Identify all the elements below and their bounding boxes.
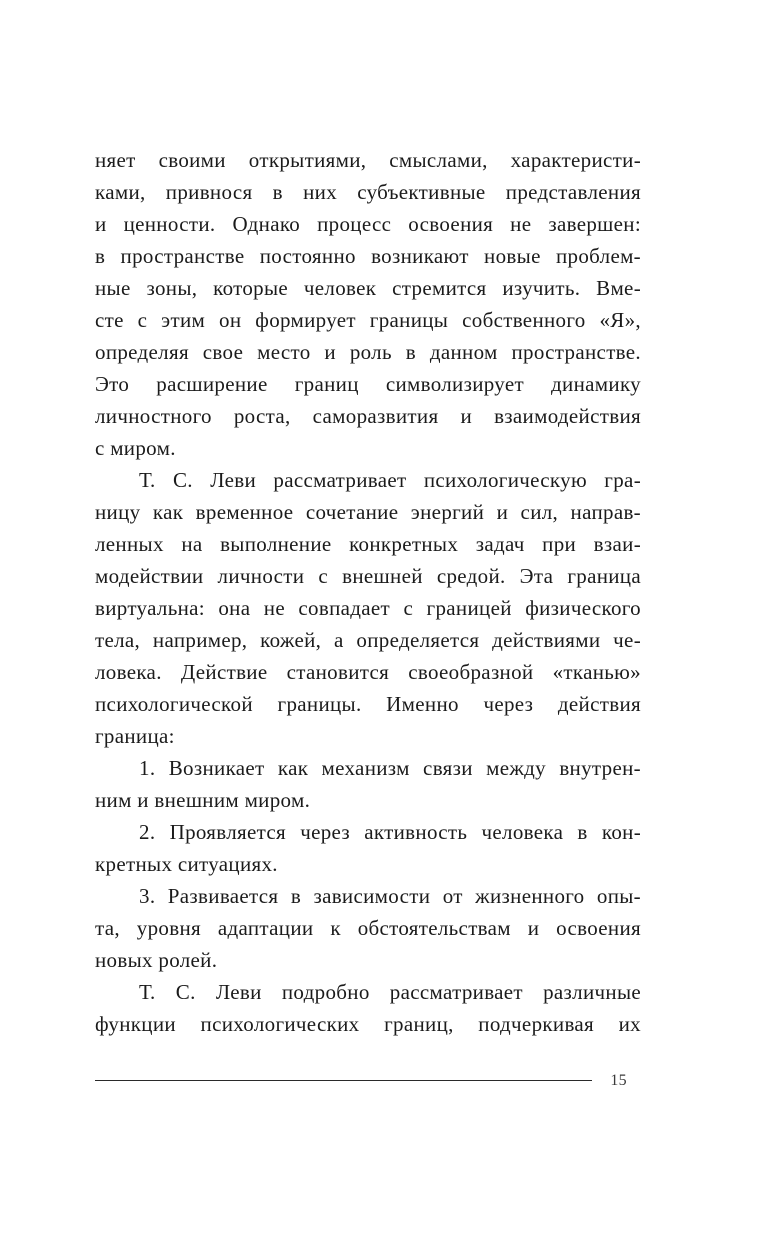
footer-rule bbox=[95, 1080, 592, 1081]
text-line: 3. Развивается в зависимости от жизненного опы- bbox=[139, 884, 641, 908]
text-line: личностного роста, саморазвития и взаимодействия bbox=[95, 404, 641, 428]
text-line: кретных ситуациях. bbox=[95, 852, 278, 876]
text-line: Т. С. Леви рассматривает психологическую гра- bbox=[139, 468, 641, 492]
text-line: Это расширение границ символизирует динамику bbox=[95, 372, 641, 396]
text-line: определяя свое место и роль в данном пространстве. bbox=[95, 340, 641, 364]
text-line: функции психологических границ, подчеркивая их bbox=[95, 1012, 641, 1036]
text-line: новых ролей. bbox=[95, 948, 218, 972]
text-line: няет своими открытиями, смыслами, характеристи- bbox=[95, 148, 641, 172]
page-footer bbox=[95, 1069, 641, 1093]
text-line: ним и внешним миром. bbox=[95, 788, 311, 812]
text-line: с миром. bbox=[95, 436, 176, 460]
text-line: ные зоны, которые человек стремится изучить. Вме- bbox=[95, 276, 641, 300]
text-line: Т. С. Леви подробно рассматривает различные bbox=[139, 980, 641, 1004]
text-line: модействии личности с внешней средой. Эта граница bbox=[95, 564, 641, 588]
text-block bbox=[95, 144, 641, 1040]
text-line: ловека. Действие становится своеобразной «тканью» bbox=[95, 660, 641, 684]
text-line: граница: bbox=[95, 724, 175, 748]
text-line: психологической границы. Именно через действия bbox=[95, 692, 641, 716]
text-line: ленных на выполнение конкретных задач при взаи- bbox=[95, 532, 641, 556]
text-line: виртуальна: она не совпадает с границей физического bbox=[95, 596, 641, 620]
text-line: ками, привнося в них субъективные представления bbox=[95, 180, 641, 204]
page-number: 15 bbox=[610, 1072, 627, 1089]
text-line: 1. Возникает как механизм связи между внутрен- bbox=[139, 756, 641, 780]
text-line: и ценности. Однако процесс освоения не завершен: bbox=[95, 212, 641, 236]
text-line: та, уровня адаптации к обстоятельствам и освоения bbox=[95, 916, 641, 940]
text-line: ницу как временное сочетание энергий и сил, направ- bbox=[95, 500, 641, 524]
text-line: в пространстве постоянно возникают новые проблем- bbox=[95, 244, 641, 268]
text-line: тела, например, кожей, а определяется действиями че- bbox=[95, 628, 641, 652]
text-line: сте с этим он формирует границы собственного «Я», bbox=[95, 308, 641, 332]
text-line: 2. Проявляется через активность человека в кон- bbox=[139, 820, 641, 844]
